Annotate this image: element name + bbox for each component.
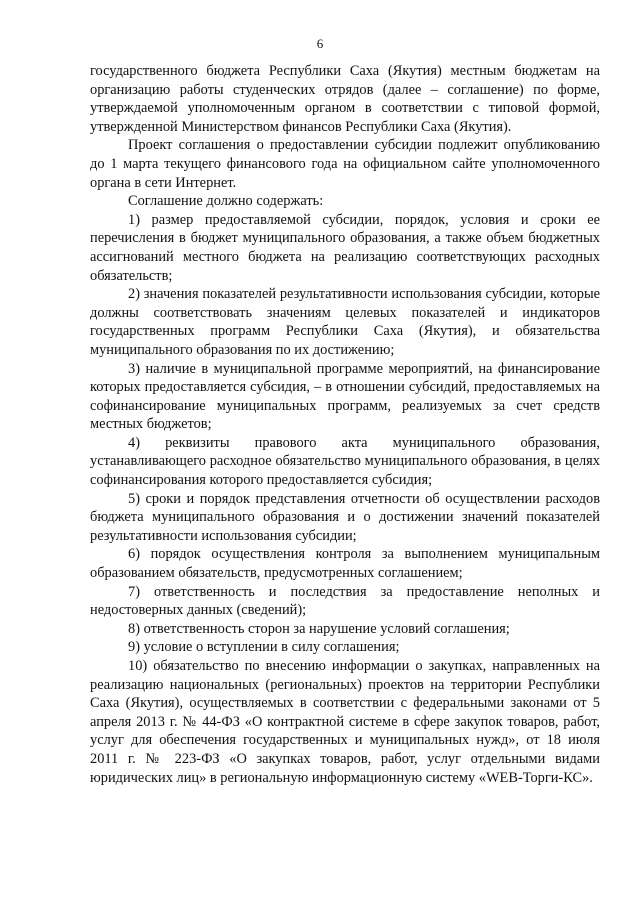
list-item-3: 3) наличие в муниципальной программе мероприятий, на финансирование которых предоставляется субсидия, – в отношении субсидий, предоставляемых на софинансирование муниципальных программ, реализуемых за счет средств местных бюджетов; bbox=[90, 360, 600, 433]
paragraph-agreement-contents-intro: Соглашение должно содержать: bbox=[128, 193, 324, 210]
list-item-7: 7) ответственность и последствия за предоставление неполных и недостоверных данных (сведений); bbox=[90, 583, 600, 619]
page-number: 6 bbox=[316, 36, 324, 51]
list-item-5: 5) сроки и порядок представления отчетности об осуществлении расходов бюджета муниципального образования и о достижении значений показателей результативности использования субсидии; bbox=[90, 490, 600, 544]
list-item-10: 10) обязательство по внесению информации о закупках, направленных на реализацию национальных (региональных) проектов на территории Республики Саха (Якутия), осуществляемых в соответствии с федеральными законами от 5 апреля 2013 г. № 44-ФЗ «О контрактной системе в сфере закупок товаров, работ, услуг для обеспечения государственных и муниципальных нужд», от 18 июля 2011 г. № 223-ФЗ «О закупках товаров, работ, услуг отдельными видами юридических лиц» в региональную информационную систему «WEB-Торги-КС». bbox=[90, 658, 600, 786]
list-item-1: 1) размер предоставляемой субсидии, порядок, условия и сроки ее перечисления в бюджет муниципального образования, а также объем бюджетных ассигнований местного бюджета на реализацию соответствующих расходных обязательств; bbox=[90, 211, 600, 284]
paragraph-draft-publication: Проект соглашения о предоставлении субсидии подлежит опубликованию до 1 марта текущего финансового года на официальном сайте уполномоченного органа в сети Интернет. bbox=[90, 137, 600, 191]
document-body bbox=[90, 62, 600, 787]
list-item-9: 9) условие о вступлении в силу соглашения; bbox=[128, 639, 400, 656]
list-item-8: 8) ответственность сторон за нарушение условий соглашения; bbox=[128, 620, 510, 637]
list-item-2: 2) значения показателей результативности использования субсидии, которые должны соответствовать значениям целевых показателей и индикаторов государственных программ Республики Саха (Якутия), и обязательства муниципального образования по их достижению; bbox=[90, 286, 600, 358]
list-item-4: 4) реквизиты правового акта муниципального образования, устанавливающего расходное обязательство муниципального образования, в целях софинансирования которого предоставляется субсидия; bbox=[90, 434, 600, 489]
paragraph-continuation: государственного бюджета Республики Саха (Якутия) местным бюджетам на организацию работы студенческих отрядов (далее – соглашение) по форме, утверждаемой уполномоченным органом в соответствии с типовой формой, утвержденной Министерством финансов Республики Саха (Якутия). bbox=[90, 63, 600, 135]
list-item-6: 6) порядок осуществления контроля за выполнением муниципальным образованием обязательств, предусмотренных соглашением; bbox=[90, 546, 600, 582]
